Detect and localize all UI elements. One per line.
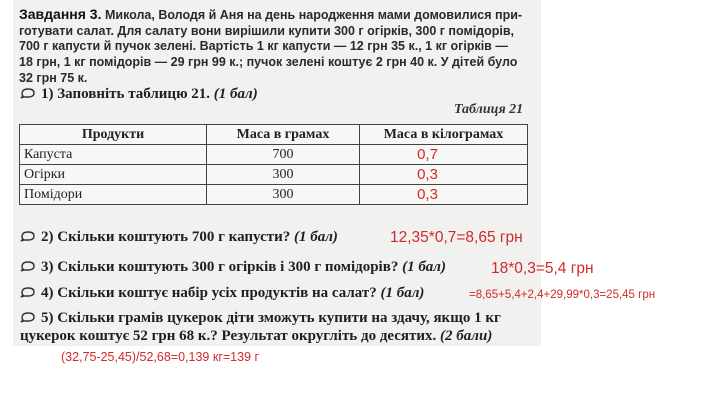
cell-product: Капуста (20, 145, 207, 165)
table-header-row (20, 125, 528, 145)
speech-bubble-icon (20, 311, 36, 323)
cell-grams: 700 (207, 145, 360, 165)
task-text-line-5: 32 грн 75 к. (19, 70, 88, 85)
cell-kg (360, 165, 528, 185)
speech-bubble-icon (20, 87, 36, 99)
question-5 (20, 309, 501, 345)
products-table (19, 124, 528, 205)
task-text-line-3: 700 г капусти й пучок зелені. Вартість 1 кг капусти — 12 грн 35 к., 1 кг огірків — (19, 39, 508, 54)
answer-q5: (32,75-25,45)/52,68=0,139 кг=139 г (61, 350, 260, 364)
question-3 (20, 259, 446, 276)
handwritten-answer: 0,3 (417, 165, 438, 183)
answer-q4: =8,65+5,4+2,4+29,99*0,3=25,45 грн (469, 289, 656, 301)
table-row (20, 165, 528, 185)
speech-bubble-icon (20, 230, 36, 242)
question-2-text: 2) Скільки коштують 700 г капусти? (41, 229, 291, 245)
header-grams: Маса в грамах (207, 125, 360, 145)
handwritten-answer: 0,7 (417, 145, 438, 163)
table-caption: Таблиця 21 (454, 102, 524, 117)
table-row (20, 145, 528, 165)
answer-q3: 18*0,3=5,4 грн (491, 260, 594, 277)
question-1-text: 1) Заповніть таблицю 21. (41, 86, 211, 102)
task-text-line-4: 18 грн, 1 кг помідорів — 29 грн 99 к.; пучок зелені коштує 2 грн 40 к. У дітей було (19, 55, 518, 70)
header-products: Продукти (20, 125, 207, 145)
question-1-points: (1 бал) (213, 86, 258, 102)
question-4-text: 4) Скільки коштує набір усіх продуктів на салат? (41, 285, 377, 301)
cell-grams: 300 (207, 185, 360, 205)
question-3-points: (1 бал) (402, 259, 447, 275)
speech-bubble-icon (20, 286, 36, 298)
cell-grams: 300 (207, 165, 360, 185)
handwritten-answer: 0,3 (417, 185, 438, 203)
question-4 (20, 285, 424, 302)
question-5-text-line-2: цукерок коштує 52 грн 68 к.? Результат округліть до десятих. (20, 328, 437, 344)
question-2 (20, 229, 338, 246)
cell-kg (360, 145, 528, 165)
task-label: Завдання 3. (19, 6, 102, 22)
answer-q2: 12,35*0,7=8,65 грн (390, 229, 523, 246)
cell-product: Огірки (20, 165, 207, 185)
question-5-points: (2 бали) (440, 328, 493, 344)
task-text-line-2: готувати салат. Для салату вони вирішили купити 300 г огірків, 300 г помідорів, (19, 23, 515, 38)
cell-product: Помідори (20, 185, 207, 205)
question-2-points: (1 бал) (294, 229, 338, 245)
speech-bubble-icon (20, 260, 36, 272)
header-kilograms: Маса в кілограмах (360, 125, 528, 145)
task-text-line-1: Микола, Володя й Аня на день народження мами домовилися при- (104, 8, 523, 22)
table-row (20, 185, 528, 205)
task-statement (19, 7, 539, 87)
question-3-text: 3) Скільки коштують 300 г огірків і 300 г помідорів? (41, 259, 399, 275)
question-1 (20, 86, 258, 103)
question-5-text-line-1: 5) Скільки грамів цукерок діти зможуть купити на здачу, якщо 1 кг (41, 310, 501, 326)
question-4-points: (1 бал) (380, 285, 425, 301)
cell-kg (360, 185, 528, 205)
